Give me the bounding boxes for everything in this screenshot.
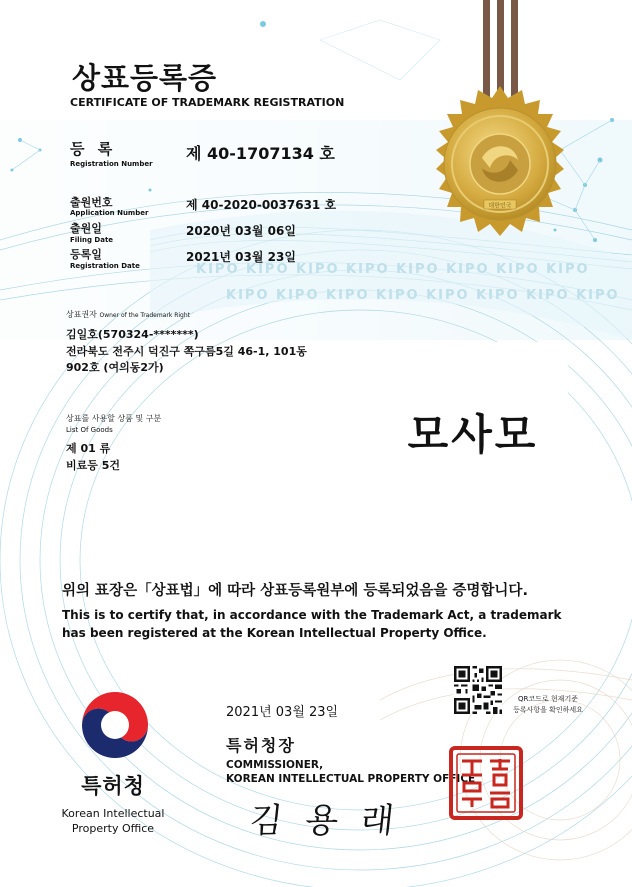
application-number: 제 40-2020-0037631 호 bbox=[186, 198, 337, 212]
owner-address-line1: 전라북도 전주시 덕진구 쪽구름5길 46-1, 101동 bbox=[66, 345, 307, 358]
qr-note-line1: QR코드로 현재기준 bbox=[518, 695, 578, 703]
kipo-logo-icon bbox=[78, 688, 152, 762]
office-name-ko: 특허청 bbox=[81, 774, 145, 798]
owner-name: 김일호(570324-*******) bbox=[66, 328, 199, 341]
registration-label: 등 록 bbox=[70, 140, 117, 158]
registration-date: 2021년 03월 23일 bbox=[186, 250, 296, 264]
goods-label-en: List Of Goods bbox=[66, 426, 113, 434]
page-subtitle: CERTIFICATE OF TRADEMARK REGISTRATION bbox=[70, 96, 345, 109]
office-name-en-1: Korean Intellectual bbox=[61, 807, 165, 820]
commissioner-title-ko: 특허청장 bbox=[226, 736, 296, 755]
commissioner-title-en-1: COMMISSIONER, bbox=[226, 759, 324, 771]
kipo-watermark: KIPO KIPO KIPO KIPO KIPO KIPO KIPO KIPO bbox=[196, 262, 590, 277]
office-name-en-2: Property Office bbox=[71, 822, 155, 835]
owner-label-ko: 상표권자 bbox=[66, 310, 97, 319]
certification-text-en-1: This is to certify that, in accordance with the Trademark Act, a trademark bbox=[62, 608, 562, 622]
kipo-watermark-2: KIPO KIPO KIPO KIPO KIPO KIPO KIPO KIPO bbox=[226, 288, 620, 303]
application-label-en: Application Number bbox=[70, 209, 149, 217]
goods-label: 상표를 사용할 상품 및 구분 bbox=[66, 414, 162, 423]
registration-date-label: 등록일 bbox=[70, 248, 102, 261]
commissioner-title-en-2: KOREAN INTELLECTUAL PROPERTY OFFICE bbox=[226, 773, 476, 785]
application-label: 출원번호 bbox=[70, 196, 113, 209]
commissioner-signature: 김 용 래 bbox=[247, 801, 402, 841]
gold-seal-icon bbox=[420, 84, 580, 244]
official-red-seal-icon bbox=[448, 745, 524, 821]
issue-date: 2021년 03월 23일 bbox=[226, 705, 339, 720]
certification-text-en-2: has been registered at the Korean Intellectual Property Office. bbox=[62, 626, 487, 640]
registration-label-en: Registration Number bbox=[70, 160, 153, 168]
registration-date-label-en: Registration Date bbox=[70, 262, 140, 270]
goods-items: 비료등 5건 bbox=[66, 459, 120, 472]
filing-date: 2020년 03월 06일 bbox=[186, 224, 296, 238]
filing-date-label-en: Filing Date bbox=[70, 236, 114, 244]
owner-address-line2: 902호 (여의동2가) bbox=[66, 361, 164, 374]
registration-number: 제 40-1707134 호 bbox=[186, 144, 335, 163]
certification-text-ko: 위의 표장은「상표법」에 따라 상표등록원부에 등록되었음을 증명합니다. bbox=[62, 583, 528, 599]
page-title: 상표등록증 bbox=[72, 61, 218, 95]
filing-date-label: 출원일 bbox=[70, 222, 102, 235]
qr-note-line2: 등록사항을 확인하세요 bbox=[513, 706, 583, 714]
trademark-mark: 모사모 bbox=[407, 410, 539, 459]
gold-seal-text: 대한민국 bbox=[488, 202, 512, 210]
goods-class: 제 01 류 bbox=[66, 442, 111, 455]
owner-label-en: Owner of the Trademark Right bbox=[99, 312, 191, 319]
qr-code-icon[interactable] bbox=[454, 666, 502, 714]
owner-label bbox=[66, 309, 190, 320]
